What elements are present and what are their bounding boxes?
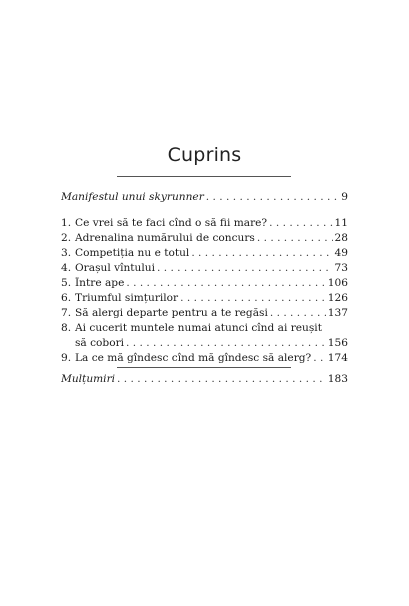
leader-dots: [206, 191, 339, 204]
toc-entry-page: 49: [334, 247, 348, 259]
leader-dots: [180, 292, 326, 305]
toc-entry-chapter-2[interactable]: [61, 232, 348, 247]
toc-entry-chapter-9[interactable]: [61, 352, 348, 367]
toc-entry-page: 73: [334, 262, 348, 274]
toc-entry-chapter-6[interactable]: [61, 292, 348, 307]
toc-entry-label: Orașul vîntului: [75, 262, 155, 274]
top-divider: [117, 176, 291, 177]
chapter-number: 8.: [61, 322, 72, 334]
leader-dots: [126, 277, 325, 290]
leader-dots: [126, 337, 326, 350]
page-title: Cuprins: [167, 144, 242, 166]
chapter-number: 3.: [61, 247, 72, 259]
chapter-number: 9.: [61, 352, 72, 364]
toc-entry-page: 9: [341, 191, 348, 203]
toc-entry-page: 137: [327, 307, 348, 319]
toc-entry-label: Să alergi departe pentru a te regăsi: [75, 307, 268, 319]
toc-entry-chapter-8-line-2[interactable]: [61, 337, 348, 352]
chapter-number: 7.: [61, 307, 72, 319]
leader-dots: [313, 352, 326, 365]
toc-entry-page: 174: [327, 352, 348, 364]
front-matter-list: [61, 191, 348, 206]
toc-entry-label: Mulțumiri: [61, 373, 116, 385]
toc-entry-label: Între ape: [75, 277, 125, 289]
bottom-divider: [117, 367, 291, 368]
chapter-list: [61, 217, 348, 367]
toc-entry-chapter-4[interactable]: [61, 262, 348, 277]
chapter-number: 5.: [61, 277, 72, 289]
toc-entry-label: Ai cucerit muntele numai atunci cînd ai reușit: [75, 322, 322, 334]
toc-entry-chapter-5[interactable]: [61, 277, 348, 292]
toc-entry-label: Ce vrei să te faci cînd o să fii mare?: [75, 217, 268, 229]
toc-entry-page: 156: [327, 337, 348, 349]
leader-dots: [270, 307, 326, 320]
leader-dots: [191, 247, 332, 260]
toc-entry-page: 11: [334, 217, 348, 229]
toc-entry-label: Adrenalina numărului de concurs: [75, 232, 255, 244]
toc-entry-back-1[interactable]: [61, 373, 348, 388]
toc-entry-label: Triumful simțurilor: [75, 292, 179, 304]
toc-entry-label: Manifestul unui skyrunner: [61, 191, 204, 203]
leader-dots: [269, 217, 332, 230]
chapter-number: 1.: [61, 217, 72, 229]
toc-entry-chapter-3[interactable]: [61, 247, 348, 262]
toc-entry-front-1[interactable]: [61, 191, 348, 206]
leader-dots: [117, 373, 326, 386]
chapter-number: 2.: [61, 232, 72, 244]
back-matter-list: [61, 373, 348, 388]
chapter-number: 4.: [61, 262, 72, 274]
toc-entry-chapter-7[interactable]: [61, 307, 348, 322]
toc-entry-page: 183: [327, 373, 348, 385]
toc-entry-page: 106: [327, 277, 348, 289]
toc-entry-label: La ce mă gîndesc cînd mă gîndesc să alerg?: [75, 352, 312, 364]
toc-entry-page: 126: [327, 292, 348, 304]
chapter-number: 6.: [61, 292, 72, 304]
toc-entry-chapter-8-line-1[interactable]: [61, 322, 348, 337]
toc-entry-chapter-1[interactable]: [61, 217, 348, 232]
leader-dots: [257, 232, 333, 245]
toc-entry-label-continued: să cobori: [75, 337, 125, 349]
toc-entry-label: Competiția nu e totul: [75, 247, 190, 259]
toc-entry-page: 28: [334, 232, 348, 244]
leader-dots: [157, 262, 333, 275]
